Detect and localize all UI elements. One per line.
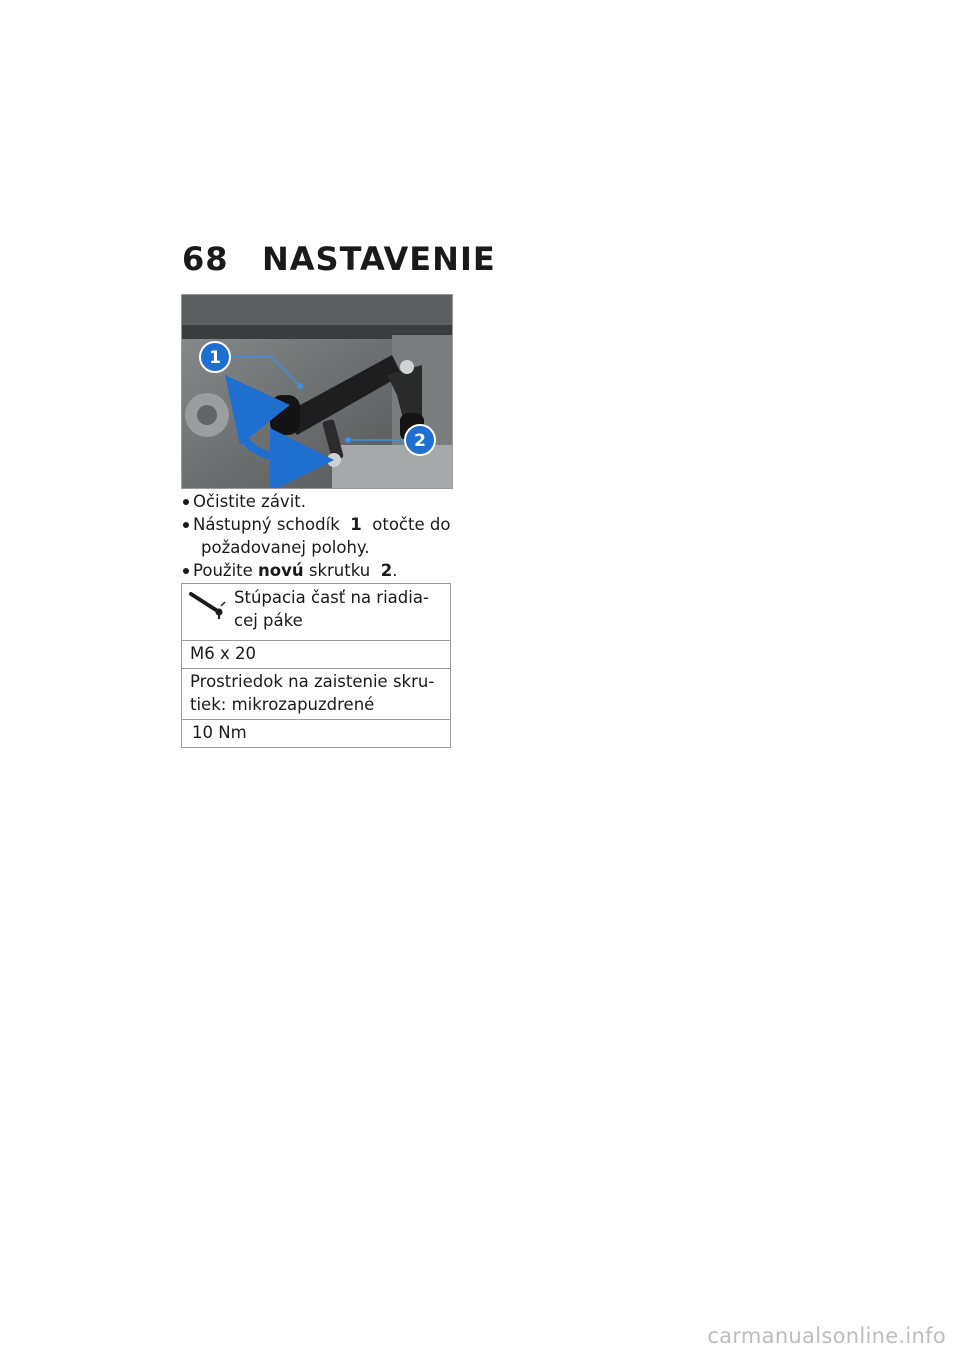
footrest-adjustment-figure <box>181 294 453 489</box>
page-header <box>182 240 496 278</box>
spec-title-row: Stúpacia časť na riadia- cej páke <box>182 584 450 640</box>
spec-torque-value: 10 Nm <box>182 719 450 747</box>
torque-wrench-icon <box>188 588 228 620</box>
page-number: 68 <box>182 240 229 278</box>
callout-2: 2 <box>414 431 426 451</box>
bullet-icon <box>183 568 189 574</box>
torque-spec-table <box>181 583 451 748</box>
step-rotate-footrest: Nástupný schodík 1 otočte do požadovanej polohy. <box>181 513 451 559</box>
step-use-new-screw: Použite novú skrutku 2. <box>181 559 451 582</box>
section-title: NASTAVENIE <box>262 240 496 278</box>
callout-1: 1 <box>209 348 221 368</box>
spec-screw-size: M6 x 20 <box>182 640 450 668</box>
spec-threadlock-note: Prostriedok na zaistenie skru- tiek: mikrozapuzdrené <box>182 668 450 719</box>
bullet-icon <box>183 522 189 528</box>
watermark: carmanualsonline.info <box>707 1324 946 1348</box>
bullet-icon <box>183 499 189 505</box>
instruction-steps <box>181 490 451 582</box>
step-clean-thread: Očistite závit. <box>181 490 451 513</box>
